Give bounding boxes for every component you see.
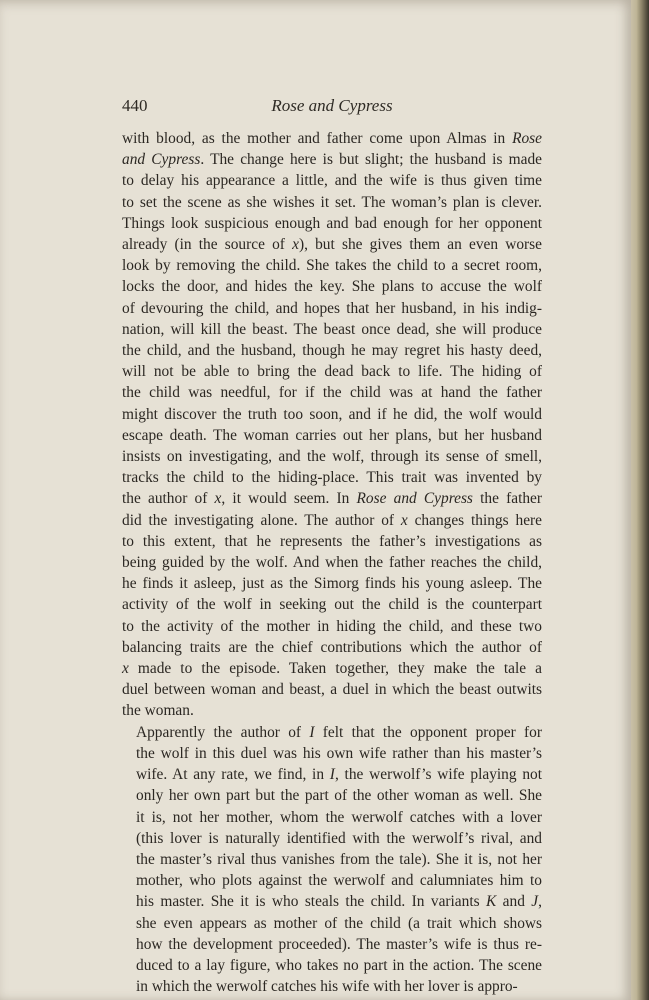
text-line: of devouring the child, and hopes that her husband, in his indig- xyxy=(122,299,542,317)
text-line: she even appears as mother of the child (a trait which shows xyxy=(136,914,542,932)
text-line: the child was needful, for if the child was at hand the father xyxy=(122,384,542,402)
text-line: he finds it asleep, just as the Simorg finds his young asleep. The xyxy=(122,575,542,593)
text-line: to delay his appearance a little, and the wife is thus given time xyxy=(122,172,542,190)
text-line: did the investigating alone. The author of x changes things here xyxy=(122,511,542,529)
text-line: Apparently the author of I felt that the opponent proper for xyxy=(136,723,542,741)
text-line: already (in the source of x), but she gives them an even worse xyxy=(122,236,542,254)
text-line: insists on investigating, and the wolf, through its sense of smell, xyxy=(122,448,542,466)
book-spine xyxy=(631,0,649,1000)
text-line: and Cypress. The change here is but slight; the husband is made xyxy=(122,151,542,169)
text-line: to this extent, that he represents the father’s investigations as xyxy=(122,532,542,550)
text-line: might discover the truth too soon, and if he did, the wolf would xyxy=(122,405,542,423)
text-line: duced to a lay figure, who takes no part in the action. The scene xyxy=(136,956,542,974)
running-title: Rose and Cypress xyxy=(271,96,393,115)
running-head xyxy=(122,96,542,120)
text-line: duel between woman and beast, a duel in which the beast outwits xyxy=(122,681,542,699)
text-line: how the development proceeded). The master’s wife is thus re- xyxy=(136,935,542,953)
text-line: look by removing the child. She takes the child to a secret room, xyxy=(122,257,542,275)
text-line: x made to the episode. Taken together, they make the tale a xyxy=(122,660,542,678)
text-line: (this lover is naturally identified with the werwolf’s rival, and xyxy=(136,829,542,847)
page-number: 440 xyxy=(122,96,148,115)
text-line: activity of the wolf in seeking out the child is the counterpart xyxy=(122,596,542,614)
text-line: in which the werwolf catches his wife with her lover is appro- xyxy=(136,978,518,996)
text-line: with blood, as the mother and father come upon Almas in Rose xyxy=(122,130,542,147)
text-line: the woman. xyxy=(122,702,194,720)
text-line: the master’s rival thus vanishes from the tale). She it is, not her xyxy=(136,850,542,868)
text-line: escape death. The woman carries out her plans, but her husband xyxy=(122,426,542,444)
paragraph xyxy=(122,128,542,722)
text-line: to set the scene as she wishes it set. The woman’s plan is clever. xyxy=(122,193,542,211)
text-line: the wolf in this duel was his own wife rather than his master’s xyxy=(136,744,542,762)
paragraph xyxy=(122,722,542,998)
text-line: only her own part but the part of the other woman as well. She xyxy=(136,787,542,805)
text-line: the child, and the husband, though he may regret his hasty deed, xyxy=(122,342,542,360)
text-line: to the activity of the mother in hiding the child, and these two xyxy=(122,617,542,635)
text-line: mother, who plots against the werwolf and calumniates him to xyxy=(136,872,542,890)
text-line: will not be able to bring the dead back to life. The hiding of xyxy=(122,363,542,381)
text-line: being guided by the wolf. And when the father reaches the child, xyxy=(122,554,542,572)
text-line: wife. At any rate, we find, in I, the werwolf’s wife playing not xyxy=(136,766,542,784)
text-line: the author of x, it would seem. In Rose and Cypress the father xyxy=(122,490,543,508)
text-line: nation, will kill the beast. The beast once dead, she will produce xyxy=(122,320,542,338)
text-line: tracks the child to the hiding-place. This trait was invented by xyxy=(122,469,542,487)
text-line: balancing traits are the chief contributions which the author of xyxy=(122,638,542,656)
body-text xyxy=(122,128,542,997)
text-line: his master. She it is who steals the child. In variants K and J, xyxy=(136,893,542,911)
text-line: it is, not her mother, whom the werwolf catches with a lover xyxy=(136,808,542,826)
text-line: locks the door, and hides the key. She plans to accuse the wolf xyxy=(122,278,542,296)
text-line: Things look suspicious enough and bad enough for her opponent xyxy=(122,214,542,232)
